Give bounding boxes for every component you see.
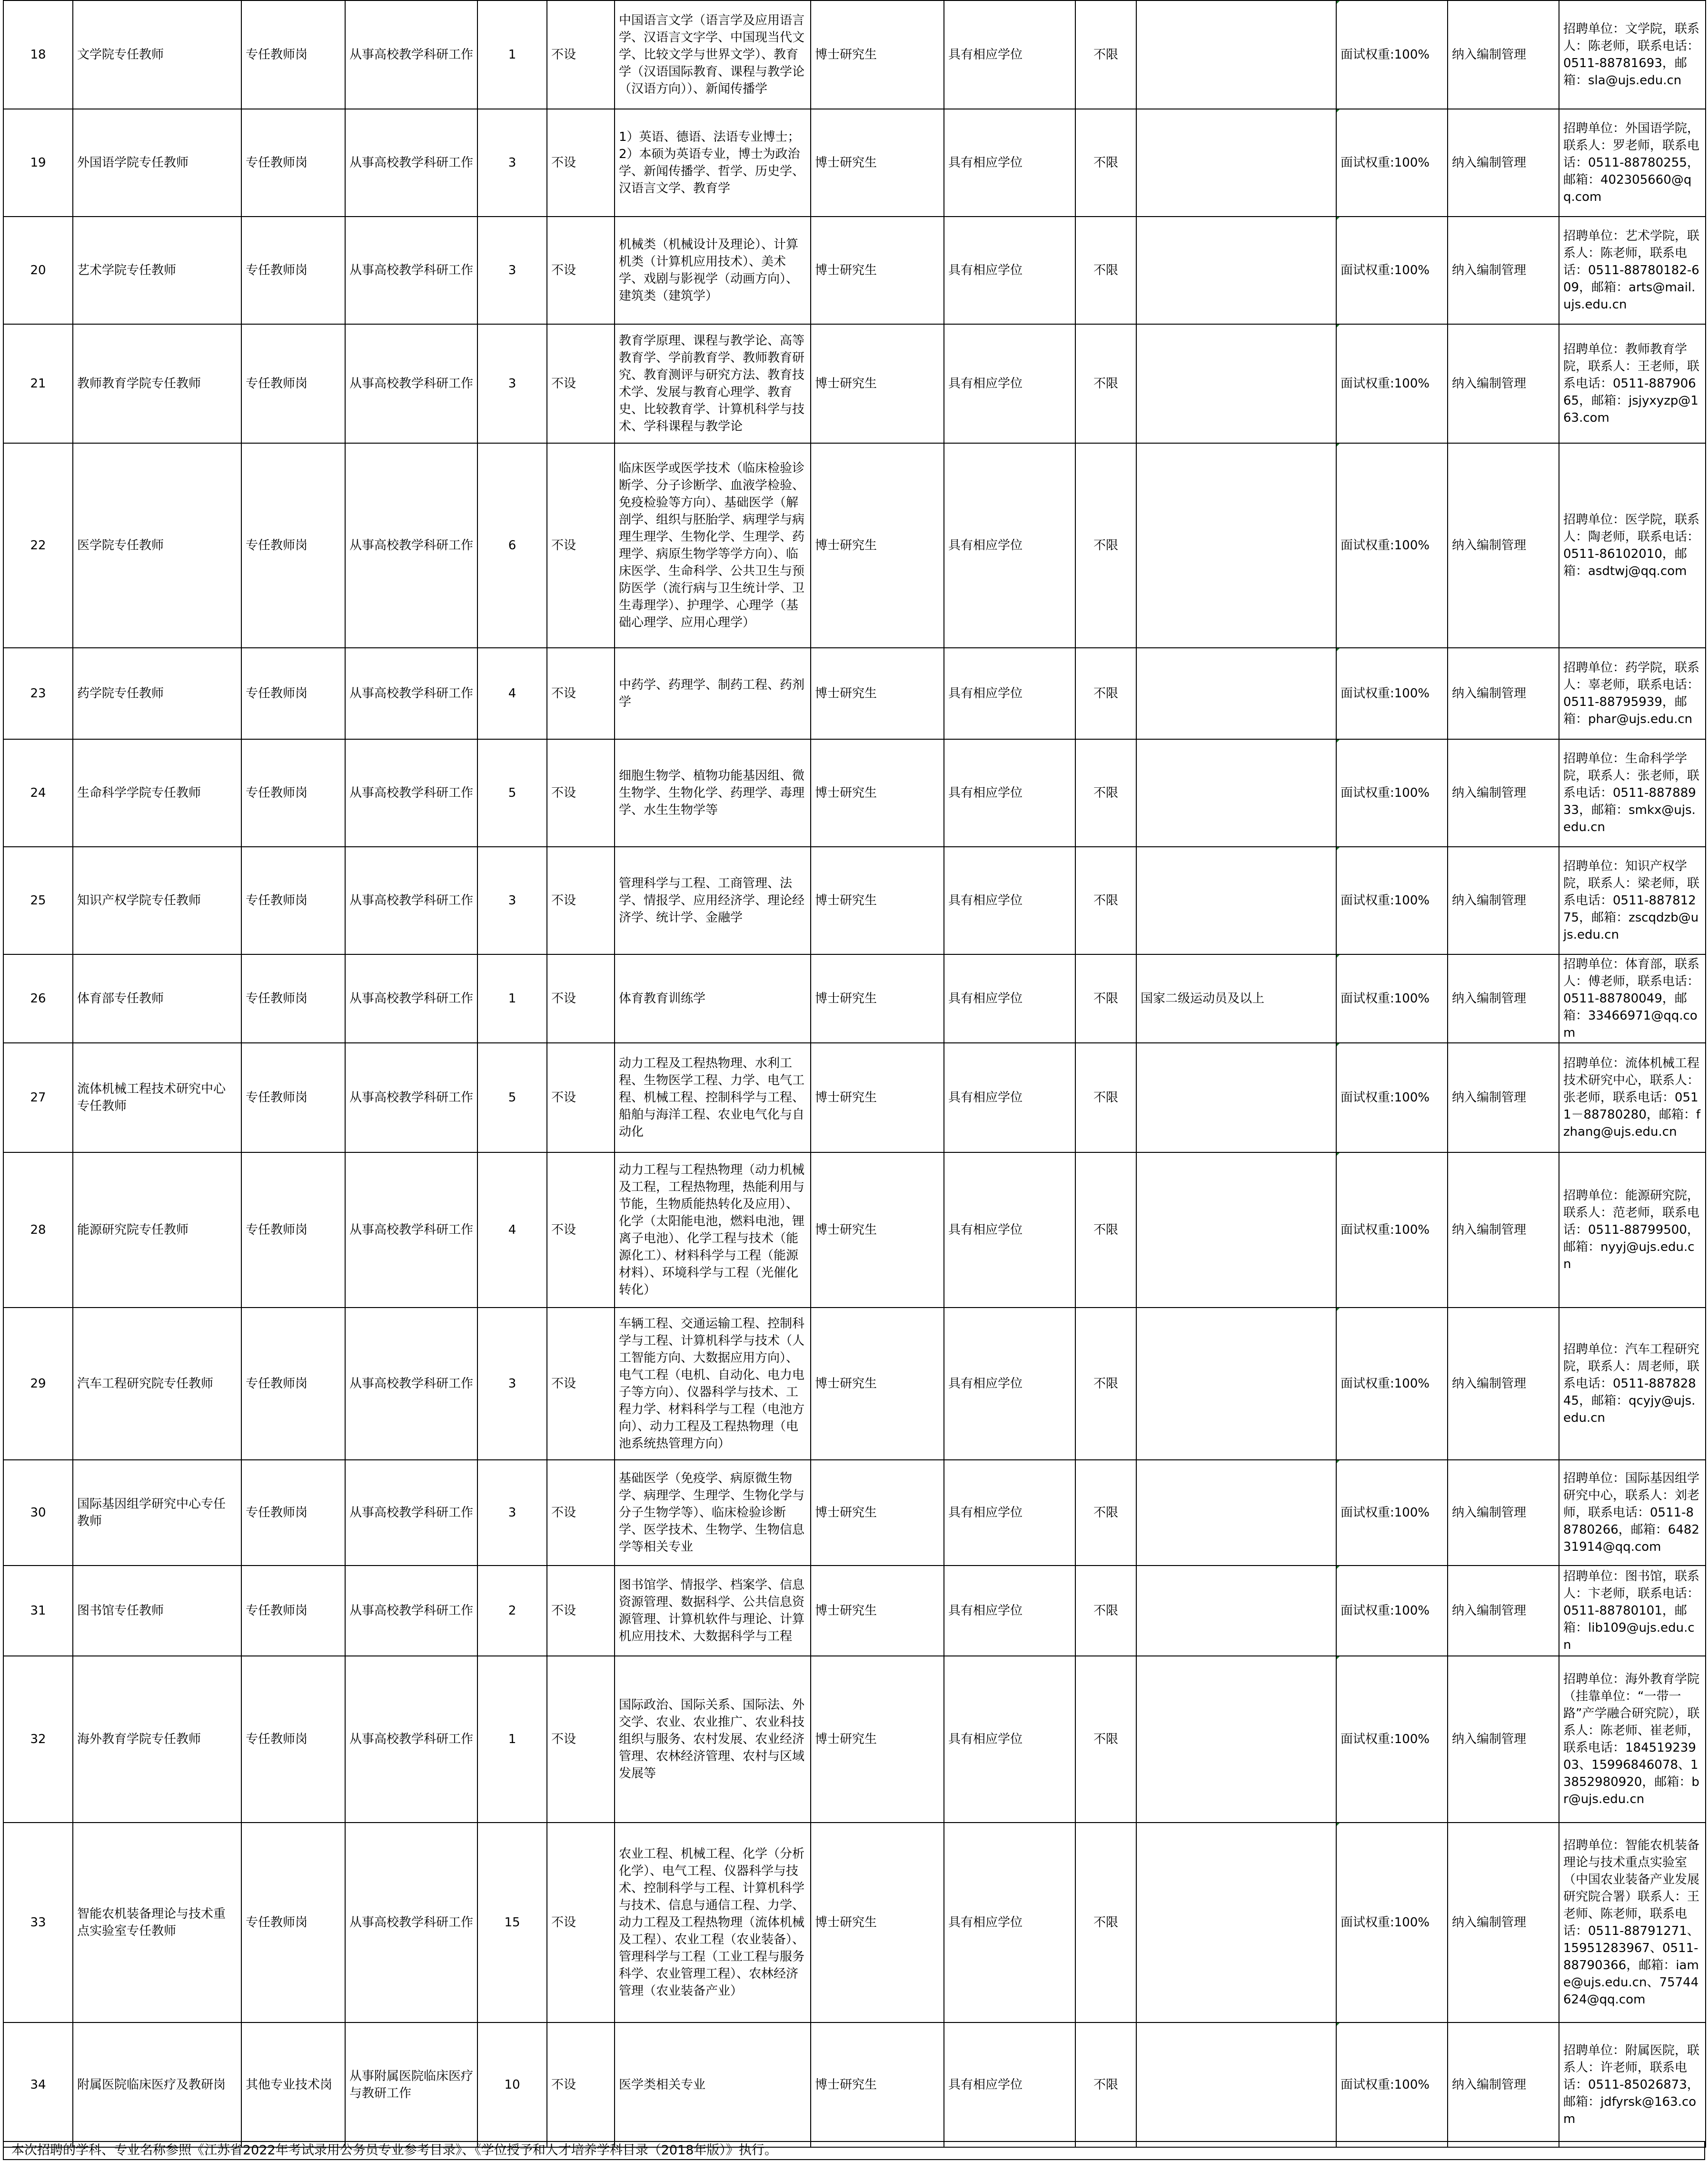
table-row	[3, 1566, 1706, 1656]
other-requirement	[1136, 109, 1336, 217]
table-row	[3, 1656, 1706, 1823]
age-requirement: 不限	[1075, 648, 1136, 739]
contact-info: 招聘单位：附属医院，联系人：许老师，联系电话：0511-85026873，邮箱：jdfyrsk@163.com	[1559, 2022, 1706, 2147]
age-requirement: 不限	[1075, 0, 1136, 109]
score-weight: 面试权重:100%	[1336, 1656, 1448, 1823]
hire-count: 3	[477, 109, 547, 217]
age-requirement: 不限	[1075, 1308, 1136, 1460]
table-row	[3, 648, 1706, 739]
age-requirement: 不限	[1075, 324, 1136, 443]
position-type: 专任教师岗	[241, 648, 345, 739]
position-type: 专任教师岗	[241, 1043, 345, 1152]
table-row	[3, 0, 1706, 109]
position-name: 体育部专任教师	[73, 954, 241, 1043]
contact-info: 招聘单位：药学院，联系人：辜老师，联系电话：0511-88795939，邮箱：phar@ujs.edu.cn	[1559, 648, 1706, 739]
major-requirement: 动力工程及工程热物理、水利工程、生物医学工程、力学、电气工程、机械工程、控制科学与工程、船舶与海洋工程、农业电气化与自动化	[615, 1043, 811, 1152]
job-duty: 从事高校教学科研工作	[345, 1308, 477, 1460]
table-row	[3, 1308, 1706, 1460]
staffing-management: 纳入编制管理	[1448, 847, 1559, 954]
education-requirement: 博士研究生	[811, 1043, 944, 1152]
contact-info: 招聘单位：艺术学院，联系人：陈老师，联系电话：0511-88780182-609，邮箱：arts@mail.ujs.edu.cn	[1559, 217, 1706, 324]
hire-count: 1	[477, 1656, 547, 1823]
hire-count: 5	[477, 739, 547, 847]
table-row	[3, 739, 1706, 847]
job-duty: 从事高校教学科研工作	[345, 1152, 477, 1308]
position-type: 专任教师岗	[241, 217, 345, 324]
major-requirement: 农业工程、机械工程、化学（分析化学）、电气工程、仪器科学与技术、控制科学与工程、计算机科学与技术、信息与通信工程、力学、动力工程及工程热物理（流体机械及工程）、农业工程（农业装备）、管理科学与工程（工业工程与服务科学、农业管理工程）、农林经济管理（农业装备产业）	[615, 1823, 811, 2022]
degree-requirement: 具有相应学位	[944, 1152, 1075, 1308]
degree-requirement: 具有相应学位	[944, 324, 1075, 443]
education-requirement: 博士研究生	[811, 109, 944, 217]
recruitment-table	[3, 0, 1706, 2148]
row-number: 24	[3, 739, 73, 847]
row-number: 29	[3, 1308, 73, 1460]
position-name: 知识产权学院专任教师	[73, 847, 241, 954]
row-number: 30	[3, 1460, 73, 1566]
other-requirement	[1136, 217, 1336, 324]
score-weight: 面试权重:100%	[1336, 0, 1448, 109]
age-requirement: 不限	[1075, 1043, 1136, 1152]
education-requirement: 博士研究生	[811, 1152, 944, 1308]
row-number: 22	[3, 443, 73, 648]
row-number: 19	[3, 109, 73, 217]
age-requirement: 不限	[1075, 109, 1136, 217]
other-requirement	[1136, 0, 1336, 109]
exam-ratio: 不设	[547, 1460, 615, 1566]
row-number: 33	[3, 1823, 73, 2022]
exam-ratio: 不设	[547, 954, 615, 1043]
hire-count: 5	[477, 1043, 547, 1152]
position-type: 专任教师岗	[241, 847, 345, 954]
job-duty: 从事高校教学科研工作	[345, 1460, 477, 1566]
age-requirement: 不限	[1075, 954, 1136, 1043]
score-weight: 面试权重:100%	[1336, 443, 1448, 648]
job-duty: 从事高校教学科研工作	[345, 109, 477, 217]
education-requirement: 博士研究生	[811, 739, 944, 847]
hire-count: 3	[477, 217, 547, 324]
education-requirement: 博士研究生	[811, 1308, 944, 1460]
score-weight: 面试权重:100%	[1336, 1308, 1448, 1460]
row-number: 26	[3, 954, 73, 1043]
exam-ratio: 不设	[547, 1152, 615, 1308]
contact-info: 招聘单位：流体机械工程技术研究中心，联系人：张老师，联系电话：0511－88780280，邮箱：fzhang@ujs.edu.cn	[1559, 1043, 1706, 1152]
job-duty: 从事高校教学科研工作	[345, 739, 477, 847]
contact-info: 招聘单位：知识产权学院，联系人：梁老师，联系电话：0511-88781275，邮箱：zscqdzb@ujs.edu.cn	[1559, 847, 1706, 954]
degree-requirement: 具有相应学位	[944, 648, 1075, 739]
major-requirement: 机械类（机械设计及理论）、计算机类（计算机应用技术）、美术学、戏剧与影视学（动画方向）、建筑类（建筑学）	[615, 217, 811, 324]
major-requirement: 图书馆学、情报学、档案学、信息资源管理、数据科学、公共信息资源管理、计算机软件与理论、计算机应用技术、大数据科学与工程	[615, 1566, 811, 1656]
row-number: 23	[3, 648, 73, 739]
other-requirement	[1136, 1656, 1336, 1823]
table-row	[3, 217, 1706, 324]
staffing-management: 纳入编制管理	[1448, 739, 1559, 847]
position-type: 专任教师岗	[241, 954, 345, 1043]
staffing-management: 纳入编制管理	[1448, 1566, 1559, 1656]
row-number: 28	[3, 1152, 73, 1308]
position-name: 图书馆专任教师	[73, 1566, 241, 1656]
hire-count: 1	[477, 954, 547, 1043]
degree-requirement: 具有相应学位	[944, 1043, 1075, 1152]
exam-ratio: 不设	[547, 2022, 615, 2147]
education-requirement: 博士研究生	[811, 324, 944, 443]
row-number: 20	[3, 217, 73, 324]
education-requirement: 博士研究生	[811, 1566, 944, 1656]
contact-info: 招聘单位：教师教育学院，联系人：王老师，联系电话：0511-88790665，邮箱：jsjyxyzp@163.com	[1559, 324, 1706, 443]
table-row	[3, 1152, 1706, 1308]
score-weight: 面试权重:100%	[1336, 648, 1448, 739]
degree-requirement: 具有相应学位	[944, 1566, 1075, 1656]
age-requirement: 不限	[1075, 1152, 1136, 1308]
education-requirement: 博士研究生	[811, 443, 944, 648]
major-requirement: 基础医学（免疫学、病原微生物学、病理学、生理学、生物化学与分子生物学等）、临床检验诊断学、医学技术、生物学、生物信息学等相关专业	[615, 1460, 811, 1566]
position-type: 专任教师岗	[241, 324, 345, 443]
exam-ratio: 不设	[547, 847, 615, 954]
table-row	[3, 1823, 1706, 2022]
major-requirement: 车辆工程、交通运输工程、控制科学与工程、计算机科学与技术（人工智能方向、大数据应用方向）、电气工程（电机、自动化、电力电子等方向）、仪器科学与技术、工程力学、材料科学与工程（电池方向）、动力工程及工程热物理（电池系统热管理方向）	[615, 1308, 811, 1460]
major-requirement: 1）英语、德语、法语专业博士；2）本硕为英语专业，博士为政治学、新闻传播学、哲学、历史学、汉语言文学、教育学	[615, 109, 811, 217]
major-requirement: 教育学原理、课程与教学论、高等教育学、学前教育学、教师教育研究、教育测评与研究方法、教育技术学、发展与教育心理学、教育史、比较教育学、计算机科学与技术、学科课程与教学论	[615, 324, 811, 443]
job-duty: 从事高校教学科研工作	[345, 1656, 477, 1823]
major-requirement: 体育教育训练学	[615, 954, 811, 1043]
position-type: 专任教师岗	[241, 1308, 345, 1460]
exam-ratio: 不设	[547, 324, 615, 443]
other-requirement	[1136, 1823, 1336, 2022]
degree-requirement: 具有相应学位	[944, 217, 1075, 324]
major-requirement: 中国语言文学（语言学及应用语言学、汉语言文字学、中国现当代文学、比较文学与世界文学）、教育学（汉语国际教育、课程与教学论（汉语方向））、新闻传播学	[615, 0, 811, 109]
row-number: 21	[3, 324, 73, 443]
job-duty: 从事高校教学科研工作	[345, 324, 477, 443]
job-duty: 从事高校教学科研工作	[345, 1043, 477, 1152]
contact-info: 招聘单位：国际基因组学研究中心，联系人：刘老师，联系电话：0511-88780266，邮箱：648231914@qq.com	[1559, 1460, 1706, 1566]
table-row	[3, 443, 1706, 648]
job-duty: 从事高校教学科研工作	[345, 1566, 477, 1656]
score-weight: 面试权重:100%	[1336, 739, 1448, 847]
contact-info: 招聘单位：汽车工程研究院，联系人：周老师，联系电话：0511-88782845，邮箱：qcyjy@ujs.edu.cn	[1559, 1308, 1706, 1460]
other-requirement	[1136, 1152, 1336, 1308]
hire-count: 2	[477, 1566, 547, 1656]
education-requirement: 博士研究生	[811, 1823, 944, 2022]
score-weight: 面试权重:100%	[1336, 2022, 1448, 2147]
table-row	[3, 2022, 1706, 2147]
job-duty: 从事高校教学科研工作	[345, 443, 477, 648]
education-requirement: 博士研究生	[811, 847, 944, 954]
degree-requirement: 具有相应学位	[944, 739, 1075, 847]
table-row	[3, 1043, 1706, 1152]
contact-info: 招聘单位：智能农机装备理论与技术重点实验室（中国农业装备产业发展研究院合署）联系人：王老师、陈老师，联系电话：0511-88791271、15951283967、0511-88790366，邮箱：iame@ujs.edu.cn、75744624@qq.com	[1559, 1823, 1706, 2022]
hire-count: 4	[477, 648, 547, 739]
position-name: 国际基因组学研究中心专任教师	[73, 1460, 241, 1566]
row-number: 25	[3, 847, 73, 954]
position-name: 附属医院临床医疗及教研岗	[73, 2022, 241, 2147]
exam-ratio: 不设	[547, 217, 615, 324]
exam-ratio: 不设	[547, 1043, 615, 1152]
education-requirement: 博士研究生	[811, 1460, 944, 1566]
degree-requirement: 具有相应学位	[944, 109, 1075, 217]
position-type: 专任教师岗	[241, 739, 345, 847]
position-type: 专任教师岗	[241, 1460, 345, 1566]
major-requirement: 管理科学与工程、工商管理、法学、情报学、应用经济学、理论经济学、统计学、金融学	[615, 847, 811, 954]
job-duty: 从事高校教学科研工作	[345, 1823, 477, 2022]
exam-ratio: 不设	[547, 648, 615, 739]
other-requirement	[1136, 2022, 1336, 2147]
contact-info: 招聘单位：海外教育学院（挂靠单位：“一带一路”产学融合研究院），联系人：陈老师、崔老师，联系电话：18451923903、15996846078、13852980920，邮箱：br@ujs.edu.cn	[1559, 1656, 1706, 1823]
job-duty: 从事高校教学科研工作	[345, 954, 477, 1043]
other-requirement	[1136, 648, 1336, 739]
score-weight: 面试权重:100%	[1336, 954, 1448, 1043]
score-weight: 面试权重:100%	[1336, 109, 1448, 217]
staffing-management: 纳入编制管理	[1448, 1152, 1559, 1308]
row-number: 27	[3, 1043, 73, 1152]
other-requirement: 国家二级运动员及以上	[1136, 954, 1336, 1043]
other-requirement	[1136, 1460, 1336, 1566]
position-type: 专任教师岗	[241, 1823, 345, 2022]
staffing-management: 纳入编制管理	[1448, 648, 1559, 739]
staffing-management: 纳入编制管理	[1448, 324, 1559, 443]
position-type: 其他专业技术岗	[241, 2022, 345, 2147]
position-name: 汽车工程研究院专任教师	[73, 1308, 241, 1460]
hire-count: 15	[477, 1823, 547, 2022]
exam-ratio: 不设	[547, 109, 615, 217]
staffing-management: 纳入编制管理	[1448, 954, 1559, 1043]
contact-info: 招聘单位：体育部，联系人：傅老师，联系电话：0511-88780049，邮箱：33466971@qq.com	[1559, 954, 1706, 1043]
position-name: 生命科学学院专任教师	[73, 739, 241, 847]
major-requirement: 国际政治、国际关系、国际法、外交学、农业、农业推广、农业科技组织与服务、农村发展、农业经济管理、农林经济管理、农村与区域发展等	[615, 1656, 811, 1823]
exam-ratio: 不设	[547, 1308, 615, 1460]
contact-info: 招聘单位：医学院，联系人：陶老师，联系电话：0511-86102010，邮箱：asdtwj@qq.com	[1559, 443, 1706, 648]
exam-ratio: 不设	[547, 1823, 615, 2022]
score-weight: 面试权重:100%	[1336, 1460, 1448, 1566]
degree-requirement: 具有相应学位	[944, 1308, 1075, 1460]
age-requirement: 不限	[1075, 2022, 1136, 2147]
contact-info: 招聘单位：能源研究院，联系人：范老师，联系电话：0511-88799500，邮箱：nyyj@ujs.edu.cn	[1559, 1152, 1706, 1308]
staffing-management: 纳入编制管理	[1448, 2022, 1559, 2147]
staffing-management: 纳入编制管理	[1448, 109, 1559, 217]
position-type: 专任教师岗	[241, 0, 345, 109]
age-requirement: 不限	[1075, 217, 1136, 324]
major-requirement: 细胞生物学、植物功能基因组、微生物学、生物化学、药理学、毒理学、水生生物学等	[615, 739, 811, 847]
table-row	[3, 109, 1706, 217]
exam-ratio: 不设	[547, 443, 615, 648]
position-type: 专任教师岗	[241, 1566, 345, 1656]
education-requirement: 博士研究生	[811, 954, 944, 1043]
score-weight: 面试权重:100%	[1336, 847, 1448, 954]
position-type: 专任教师岗	[241, 443, 345, 648]
position-name: 艺术学院专任教师	[73, 217, 241, 324]
job-duty: 从事附属医院临床医疗与教研工作	[345, 2022, 477, 2147]
education-requirement: 博士研究生	[811, 1656, 944, 1823]
degree-requirement: 具有相应学位	[944, 847, 1075, 954]
hire-count: 3	[477, 1308, 547, 1460]
age-requirement: 不限	[1075, 739, 1136, 847]
score-weight: 面试权重:100%	[1336, 217, 1448, 324]
exam-ratio: 不设	[547, 1656, 615, 1823]
hire-count: 3	[477, 324, 547, 443]
contact-info: 招聘单位：生命科学学院，联系人：张老师，联系电话：0511-88788933，邮箱：smkx@ujs.edu.cn	[1559, 739, 1706, 847]
age-requirement: 不限	[1075, 1823, 1136, 2022]
other-requirement	[1136, 324, 1336, 443]
position-name: 海外教育学院专任教师	[73, 1656, 241, 1823]
major-requirement: 动力工程与工程热物理（动力机械及工程，工程热物理，热能利用与节能，生物质能热转化及应用）、化学（太阳能电池，燃料电池，锂离子电池）、化学工程与技术（能源化工）、材料科学与工程（能源材料）、环境科学与工程（光催化转化）	[615, 1152, 811, 1308]
exam-ratio: 不设	[547, 0, 615, 109]
hire-count: 6	[477, 443, 547, 648]
score-weight: 面试权重:100%	[1336, 324, 1448, 443]
position-name: 教师教育学院专任教师	[73, 324, 241, 443]
staffing-management: 纳入编制管理	[1448, 443, 1559, 648]
position-name: 文学院专任教师	[73, 0, 241, 109]
major-requirement: 中药学、药理学、制药工程、药剂学	[615, 648, 811, 739]
job-duty: 从事高校教学科研工作	[345, 217, 477, 324]
position-name: 流体机械工程技术研究中心专任教师	[73, 1043, 241, 1152]
score-weight: 面试权重:100%	[1336, 1566, 1448, 1656]
other-requirement	[1136, 1566, 1336, 1656]
score-weight: 面试权重:100%	[1336, 1823, 1448, 2022]
age-requirement: 不限	[1075, 1460, 1136, 1566]
major-requirement: 临床医学或医学技术（临床检验诊断学、分子诊断学、血液学检验、免疫检验等方向）、基础医学（解剖学、组织与胚胎学、病理学与病理生理学、生物化学、生理学、药理学、病原生物学等学方向）、临床医学、生命科学、公共卫生与预防医学（流行病与卫生统计学、卫生毒理学）、护理学、心理学（基础心理学、应用心理学）	[615, 443, 811, 648]
education-requirement: 博士研究生	[811, 217, 944, 324]
degree-requirement: 具有相应学位	[944, 1823, 1075, 2022]
position-name: 医学院专任教师	[73, 443, 241, 648]
contact-info: 招聘单位：图书馆，联系人：卞老师，联系电话：0511-88780101，邮箱：lib109@ujs.edu.cn	[1559, 1566, 1706, 1656]
contact-info: 招聘单位：外国语学院，联系人：罗老师，联系电话：0511-88780255，邮箱：402305660@qq.com	[1559, 109, 1706, 217]
degree-requirement: 具有相应学位	[944, 954, 1075, 1043]
staffing-management: 纳入编制管理	[1448, 217, 1559, 324]
contact-info: 招聘单位：文学院，联系人：陈老师，联系电话：0511-88781693，邮箱：sla@ujs.edu.cn	[1559, 0, 1706, 109]
table-row	[3, 324, 1706, 443]
staffing-management: 纳入编制管理	[1448, 0, 1559, 109]
degree-requirement: 具有相应学位	[944, 0, 1075, 109]
row-number: 18	[3, 0, 73, 109]
age-requirement: 不限	[1075, 1566, 1136, 1656]
row-number: 34	[3, 2022, 73, 2147]
other-requirement	[1136, 847, 1336, 954]
position-name: 药学院专任教师	[73, 648, 241, 739]
hire-count: 1	[477, 0, 547, 109]
degree-requirement: 具有相应学位	[944, 2022, 1075, 2147]
score-weight: 面试权重:100%	[1336, 1043, 1448, 1152]
position-type: 专任教师岗	[241, 109, 345, 217]
row-number: 32	[3, 1656, 73, 1823]
hire-count: 3	[477, 1460, 547, 1566]
other-requirement	[1136, 1043, 1336, 1152]
hire-count: 3	[477, 847, 547, 954]
age-requirement: 不限	[1075, 847, 1136, 954]
staffing-management: 纳入编制管理	[1448, 1308, 1559, 1460]
education-requirement: 博士研究生	[811, 648, 944, 739]
job-duty: 从事高校教学科研工作	[345, 847, 477, 954]
staffing-management: 纳入编制管理	[1448, 1656, 1559, 1823]
position-type: 专任教师岗	[241, 1656, 345, 1823]
exam-ratio: 不设	[547, 739, 615, 847]
other-requirement	[1136, 1308, 1336, 1460]
footnote: 本次招聘的学科、专业名称参照《江苏省2022年考试录用公务员专业参考目录》、《学位授予和人才培养学科目录（2018年版）》执行。	[3, 2141, 1705, 2160]
major-requirement: 医学类相关专业	[615, 2022, 811, 2147]
degree-requirement: 具有相应学位	[944, 1460, 1075, 1566]
education-requirement: 博士研究生	[811, 2022, 944, 2147]
position-name: 外国语学院专任教师	[73, 109, 241, 217]
age-requirement: 不限	[1075, 443, 1136, 648]
position-type: 专任教师岗	[241, 1152, 345, 1308]
job-duty: 从事高校教学科研工作	[345, 0, 477, 109]
staffing-management: 纳入编制管理	[1448, 1460, 1559, 1566]
table-row	[3, 1460, 1706, 1566]
exam-ratio: 不设	[547, 1566, 615, 1656]
table-row	[3, 954, 1706, 1043]
age-requirement: 不限	[1075, 1656, 1136, 1823]
score-weight: 面试权重:100%	[1336, 1152, 1448, 1308]
other-requirement	[1136, 443, 1336, 648]
other-requirement	[1136, 739, 1336, 847]
job-duty: 从事高校教学科研工作	[345, 648, 477, 739]
position-name: 能源研究院专任教师	[73, 1152, 241, 1308]
row-number: 31	[3, 1566, 73, 1656]
degree-requirement: 具有相应学位	[944, 443, 1075, 648]
table-row	[3, 847, 1706, 954]
education-requirement: 博士研究生	[811, 0, 944, 109]
hire-count: 10	[477, 2022, 547, 2147]
position-name: 智能农机装备理论与技术重点实验室专任教师	[73, 1823, 241, 2022]
degree-requirement: 具有相应学位	[944, 1656, 1075, 1823]
staffing-management: 纳入编制管理	[1448, 1823, 1559, 2022]
staffing-management: 纳入编制管理	[1448, 1043, 1559, 1152]
hire-count: 4	[477, 1152, 547, 1308]
